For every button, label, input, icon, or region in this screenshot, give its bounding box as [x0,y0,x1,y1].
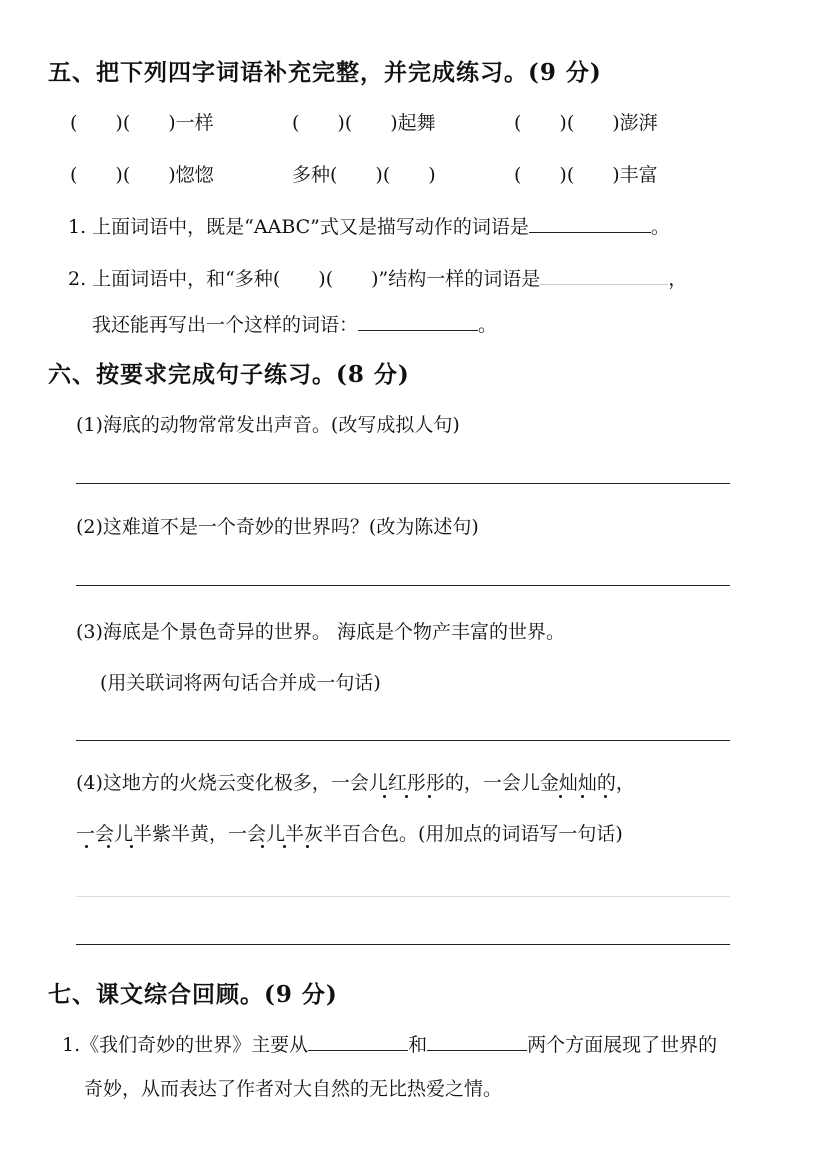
section5-question-2 [68,264,687,291]
idiom-blank-6[interactable]: ( )( )丰富 [514,164,658,186]
idiom-blank-5[interactable]: 多种( )( ) [292,164,436,186]
emphasis-dot [306,845,309,848]
question-1-answer-blank[interactable] [529,212,651,233]
question-2-end: ， [668,268,688,290]
emphasis-dot [283,845,286,848]
section7-question-1 [62,1030,717,1057]
idiom-blank-2[interactable]: ( )( )起舞 [292,112,436,134]
idiom-blank-4[interactable]: ( )( )惚惚 [70,164,214,186]
section5-title: 五、把下列四字词语补充完整，并完成练习。(9 分) [48,59,602,86]
section7-blank-1[interactable] [308,1030,408,1051]
question-2-line2-text: 我还能再写出一个这样的词语： [92,314,359,336]
section7-title: 七、课文综合回顾。(9 分) [48,981,338,1008]
emphasis-dot [604,795,607,798]
section5-question-2-line2 [92,310,497,337]
emphasis-dot [581,795,584,798]
section7-q1-part-b: 和 [408,1034,428,1056]
answer-line-2[interactable] [76,585,730,586]
question-2-extra-word-blank[interactable] [358,310,478,331]
emphasis-dot [383,795,386,798]
emphasis-dot [85,845,88,848]
idiom-blank-3[interactable]: ( )( )澎湃 [514,112,658,134]
section7-q1-part-a: 1.《我们奇妙的世界》主要从 [62,1034,309,1056]
answer-line-4[interactable] [76,944,730,945]
section6-question-3: (3)海底是个景色奇异的世界。 海底是个物产丰富的世界。 [76,621,565,643]
question-1-end: 。 [650,216,670,238]
section6-question-1: (1)海底的动物常常发出声音。(改写成拟人句) [76,414,460,436]
question-2-text: 2. 上面词语中，和“多种( )( )”结构一样的词语是 [68,268,541,290]
section6-question-3-note: (用关联词将两句话合并成一句话) [100,672,381,694]
question-2-line2-end: 。 [478,314,498,336]
idiom-blank-1[interactable]: ( )( )一样 [70,112,214,134]
section7-question-1-line2: 奇妙，从而表达了作者对大自然的无比热爱之情。 [84,1078,503,1100]
emphasis-dot [405,795,408,798]
emphasis-dot [559,795,562,798]
section7-blank-2[interactable] [427,1030,527,1051]
question-2-answer-blank[interactable] [540,264,668,285]
section6-question-2: (2)这难道不是一个奇妙的世界吗？(改为陈述句) [76,516,479,538]
section6-question-4-line1: (4)这地方的火烧云变化极多，一会儿红彤彤的，一会儿金灿灿的， [76,772,635,794]
section6-title: 六、按要求完成句子练习。(8 分) [48,361,410,388]
question-1-text: 1. 上面词语中，既是“AABC”式又是描写动作的词语是 [68,216,529,238]
emphasis-dot [130,845,133,848]
section7-q1-part-c: 两个方面展现了世界的 [527,1034,718,1056]
section5-question-1 [68,212,670,239]
answer-line-4-guide[interactable] [76,896,730,897]
section6-question-4-line2: 一会儿半紫半黄，一会儿半灰半百合色。(用加点的词语写一句话) [76,823,623,845]
emphasis-dot [107,845,110,848]
emphasis-dot [428,795,431,798]
answer-line-1[interactable] [76,483,730,484]
emphasis-dot [261,845,264,848]
answer-line-3[interactable] [76,740,730,741]
